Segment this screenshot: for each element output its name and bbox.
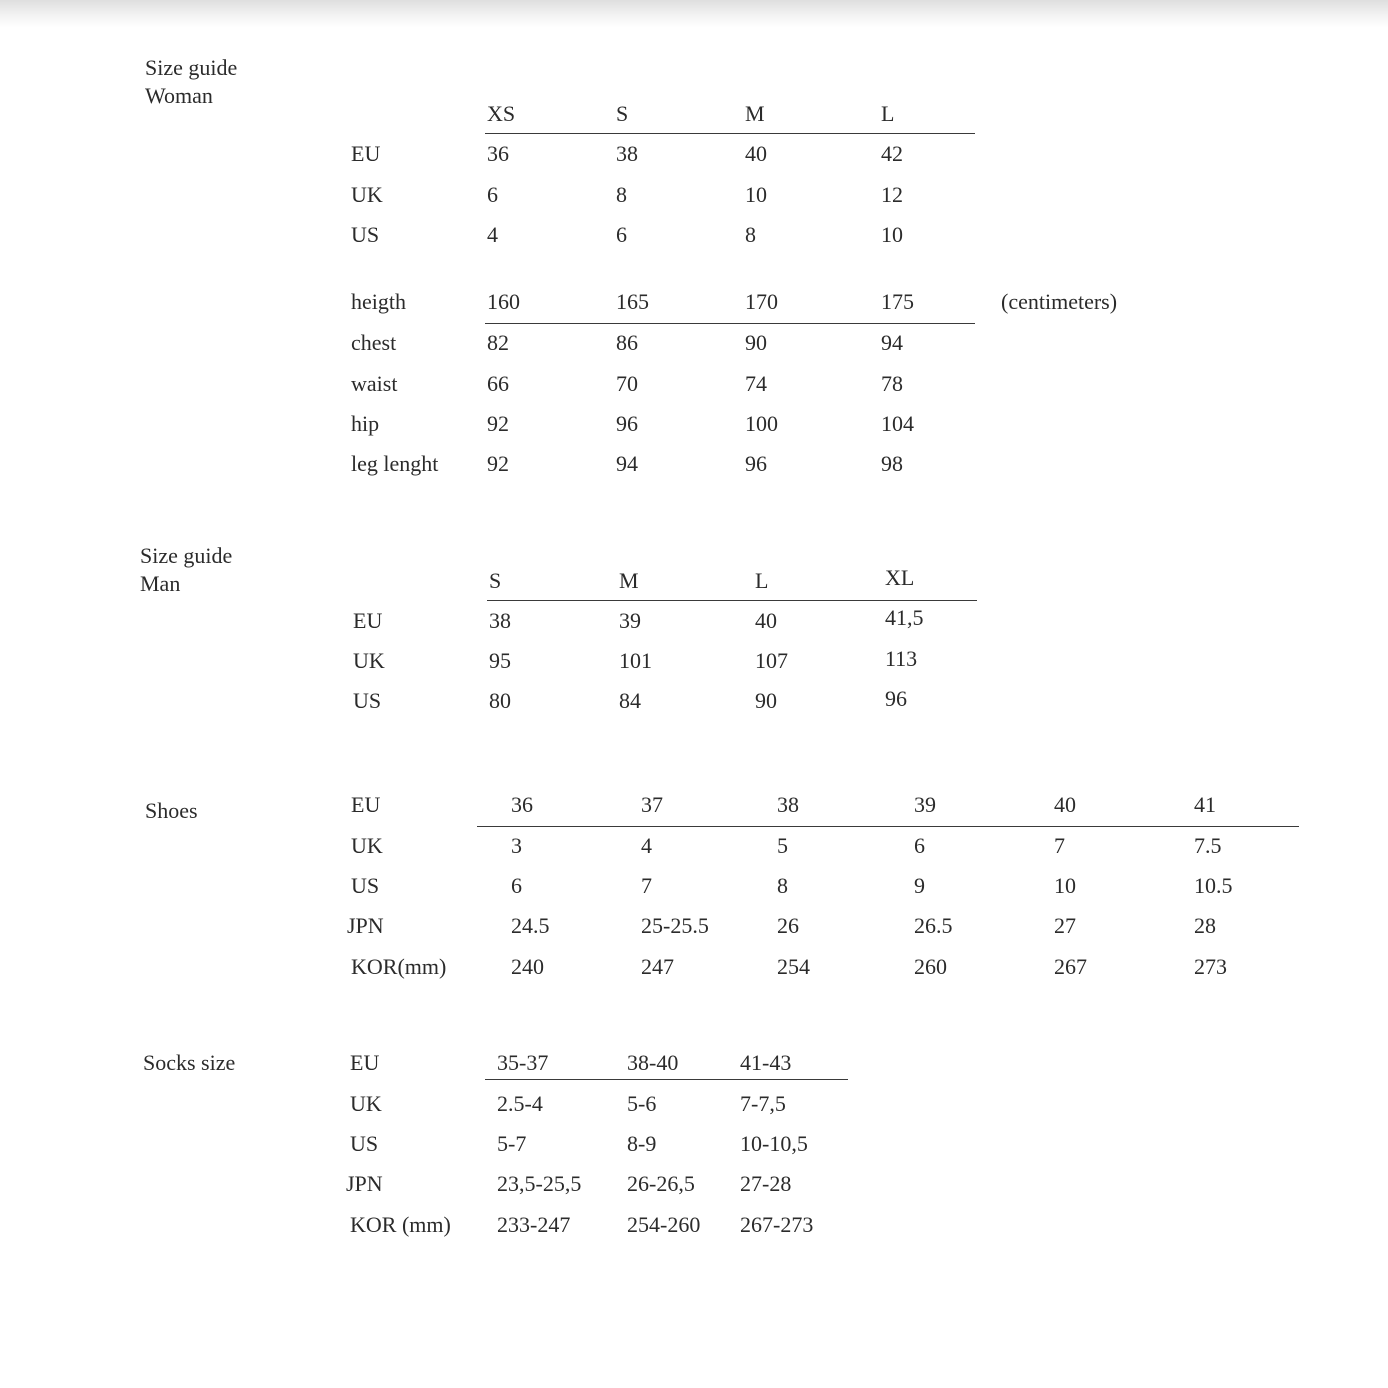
socks-cell: 2.5-4 xyxy=(497,1091,543,1116)
shoes-cell: 24.5 xyxy=(511,913,550,938)
man-cell: 39 xyxy=(619,608,641,633)
shoes-header-cell: 41 xyxy=(1194,792,1216,817)
woman-cell: 42 xyxy=(881,141,903,166)
shoes-cell: 25-25.5 xyxy=(641,913,709,938)
woman-measure-label: heigth xyxy=(351,289,406,314)
woman-size-header: L xyxy=(881,101,895,126)
woman-measure-cell: 104 xyxy=(881,411,914,436)
woman-cell: 6 xyxy=(487,182,498,207)
shoes-cell: 4 xyxy=(641,833,652,858)
shoes-section-title: Shoes xyxy=(145,798,198,823)
socks-header-cell: 41-43 xyxy=(740,1050,792,1075)
man-title-line-2: Man xyxy=(140,571,181,596)
socks-cell: 7-7,5 xyxy=(740,1091,786,1116)
woman-measure-cell: 170 xyxy=(745,289,778,314)
woman-measure-cell: 94 xyxy=(616,451,638,476)
man-row-label: EU xyxy=(353,608,383,633)
socks-header-cell: 38-40 xyxy=(627,1050,679,1075)
woman-row-label: US xyxy=(351,222,380,247)
shoes-cell: 260 xyxy=(914,954,947,979)
man-cell: 101 xyxy=(619,648,652,673)
woman-row-label: UK xyxy=(351,182,383,207)
shoes-header-cell: 37 xyxy=(641,792,663,817)
man-cell: 96 xyxy=(885,686,907,711)
shoes-cell: 5 xyxy=(777,833,788,858)
man-row-label: US xyxy=(353,688,382,713)
socks-section-title: Socks size xyxy=(143,1050,236,1075)
shoes-cell: 254 xyxy=(777,954,810,979)
woman-measure-divider xyxy=(485,323,975,324)
shoes-cell: 26.5 xyxy=(914,913,953,938)
shoes-cell: 6 xyxy=(511,873,522,898)
woman-measure-cell: 78 xyxy=(881,371,903,396)
socks-header-cell: 35-37 xyxy=(497,1050,549,1075)
woman-measure-label: hip xyxy=(351,411,380,436)
woman-row-label: EU xyxy=(351,141,381,166)
socks-cell: 254-260 xyxy=(627,1212,701,1237)
man-title-line-1: Size guide xyxy=(140,543,233,568)
woman-title-line-1: Size guide xyxy=(145,55,238,80)
woman-measure-cell: 165 xyxy=(616,289,649,314)
socks-divider xyxy=(485,1079,848,1080)
woman-measure-cell: 92 xyxy=(487,411,509,436)
woman-measure-cell: 90 xyxy=(745,330,767,355)
woman-cell: 8 xyxy=(616,182,627,207)
man-size-header: S xyxy=(489,568,502,593)
man-cell: 95 xyxy=(489,648,511,673)
man-cell: 113 xyxy=(885,646,918,671)
socks-cell: 267-273 xyxy=(740,1212,814,1237)
shoes-cell: 6 xyxy=(914,833,925,858)
shoes-row-label: KOR(mm) xyxy=(351,954,447,979)
woman-section-title xyxy=(145,54,237,110)
socks-row-label: KOR (mm) xyxy=(350,1212,451,1237)
woman-size-header: S xyxy=(616,101,629,126)
woman-cell: 10 xyxy=(745,182,767,207)
woman-measure-cell: 70 xyxy=(616,371,638,396)
woman-cell: 10 xyxy=(881,222,903,247)
shoes-cell: 27 xyxy=(1054,913,1076,938)
woman-measure-cell: 96 xyxy=(616,411,638,436)
shoes-cell: 7 xyxy=(1054,833,1065,858)
shoes-cell: 267 xyxy=(1054,954,1087,979)
man-cell: 107 xyxy=(755,648,788,673)
man-cell: 38 xyxy=(489,608,511,633)
man-row-label: UK xyxy=(353,648,385,673)
man-cell: 80 xyxy=(489,688,511,713)
woman-title-line-2: Woman xyxy=(145,83,213,108)
socks-cell: 5-6 xyxy=(627,1091,657,1116)
shoes-cell: 3 xyxy=(511,833,522,858)
shoes-header-cell: 39 xyxy=(914,792,936,817)
shoes-cell: 8 xyxy=(777,873,788,898)
socks-cell: 27-28 xyxy=(740,1171,792,1196)
shoes-header-cell: 40 xyxy=(1054,792,1076,817)
socks-cell: 26-26,5 xyxy=(627,1171,695,1196)
shoes-header-cell: 38 xyxy=(777,792,799,817)
woman-cell: 38 xyxy=(616,141,638,166)
shoes-divider xyxy=(477,826,1299,827)
man-size-divider xyxy=(487,600,977,601)
man-size-header: M xyxy=(619,568,639,593)
man-section-title xyxy=(140,542,232,598)
socks-cell: 23,5-25,5 xyxy=(497,1171,582,1196)
woman-measure-cell: 66 xyxy=(487,371,509,396)
woman-size-divider xyxy=(485,133,975,134)
woman-cell: 12 xyxy=(881,182,903,207)
socks-cell: 10-10,5 xyxy=(740,1131,808,1156)
woman-measure-label: leg lenght xyxy=(351,451,439,476)
woman-cell: 4 xyxy=(487,222,498,247)
socks-row-label: JPN xyxy=(346,1171,383,1196)
man-size-header: L xyxy=(755,568,769,593)
shoes-cell: 9 xyxy=(914,873,925,898)
woman-measure-label: waist xyxy=(351,371,398,396)
woman-measure-cell: 94 xyxy=(881,330,903,355)
unit-note: (centimeters) xyxy=(1001,289,1118,314)
man-cell: 41,5 xyxy=(885,605,924,630)
man-cell: 90 xyxy=(755,688,777,713)
shoes-cell: 7 xyxy=(641,873,652,898)
woman-measure-cell: 74 xyxy=(745,371,767,396)
woman-cell: 36 xyxy=(487,141,509,166)
socks-row-label: US xyxy=(350,1131,379,1156)
top-shadow xyxy=(0,0,1388,28)
socks-row-label: UK xyxy=(350,1091,382,1116)
shoes-row-label: UK xyxy=(351,833,383,858)
woman-measure-cell: 82 xyxy=(487,330,509,355)
shoes-cell: 10 xyxy=(1054,873,1076,898)
man-cell: 84 xyxy=(619,688,641,713)
shoes-cell: 273 xyxy=(1194,954,1227,979)
shoes-header-cell: 36 xyxy=(511,792,533,817)
woman-measure-cell: 98 xyxy=(881,451,903,476)
man-cell: 40 xyxy=(755,608,777,633)
woman-cell: 8 xyxy=(745,222,756,247)
shoes-row-label: EU xyxy=(351,792,381,817)
woman-cell: 6 xyxy=(616,222,627,247)
woman-measure-cell: 100 xyxy=(745,411,778,436)
shoes-cell: 247 xyxy=(641,954,674,979)
socks-row-label: EU xyxy=(350,1050,380,1075)
woman-measure-cell: 175 xyxy=(881,289,914,314)
woman-size-header: M xyxy=(745,101,765,126)
shoes-cell: 10.5 xyxy=(1194,873,1233,898)
shoes-row-label: JPN xyxy=(347,913,384,938)
socks-cell: 233-247 xyxy=(497,1212,571,1237)
woman-cell: 40 xyxy=(745,141,767,166)
shoes-cell: 26 xyxy=(777,913,799,938)
woman-measure-label: chest xyxy=(351,330,397,355)
shoes-cell: 28 xyxy=(1194,913,1216,938)
shoes-cell: 240 xyxy=(511,954,544,979)
socks-cell: 8-9 xyxy=(627,1131,657,1156)
woman-size-header: XS xyxy=(487,101,516,126)
shoes-row-label: US xyxy=(351,873,380,898)
socks-cell: 5-7 xyxy=(497,1131,527,1156)
woman-measure-cell: 96 xyxy=(745,451,767,476)
man-size-header: XL xyxy=(885,565,915,590)
shoes-cell: 7.5 xyxy=(1194,833,1222,858)
woman-measure-cell: 92 xyxy=(487,451,509,476)
woman-measure-cell: 86 xyxy=(616,330,638,355)
woman-measure-cell: 160 xyxy=(487,289,520,314)
